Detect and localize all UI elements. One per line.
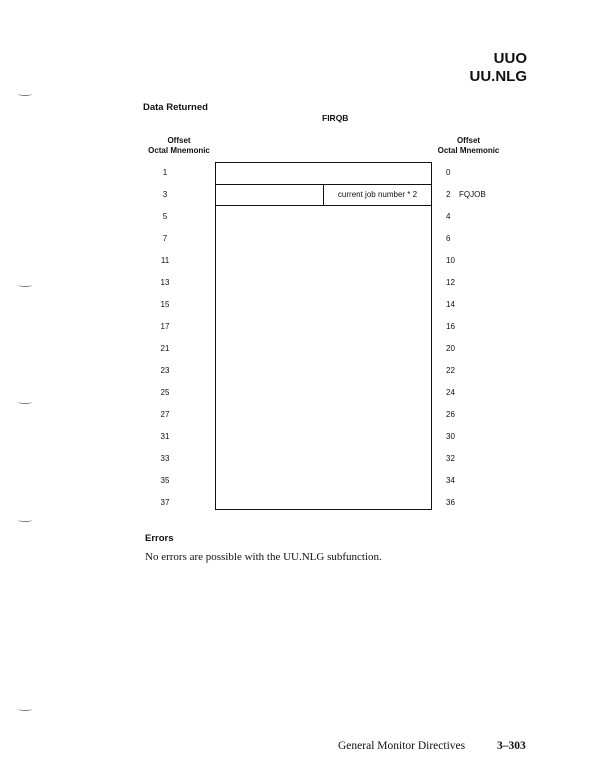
right-offset: 24 xyxy=(446,388,455,397)
header-uuo: UUO xyxy=(493,50,527,67)
margin-mark xyxy=(18,283,32,287)
right-offset: 6 xyxy=(446,234,451,243)
firqb-diagram-box xyxy=(215,162,432,510)
right-mnemonic-fqjob: FQJOB xyxy=(459,190,486,199)
left-offset: 1 xyxy=(162,168,168,177)
right-offset: 12 xyxy=(446,278,455,287)
right-offset: 36 xyxy=(446,498,455,507)
right-offset: 20 xyxy=(446,344,455,353)
left-offset: 13 xyxy=(160,278,170,287)
right-offset: 2 xyxy=(446,190,451,199)
page-header-title xyxy=(470,50,528,86)
left-offset: 37 xyxy=(160,498,170,507)
right-column-header xyxy=(431,136,506,156)
left-header-offset: Offset xyxy=(167,136,191,145)
block-title: FIRQB xyxy=(322,113,349,123)
right-offset: 10 xyxy=(446,256,455,265)
fqjob-cell: current job number * 2 xyxy=(337,190,418,199)
left-offset: 17 xyxy=(160,322,170,331)
right-offset: 14 xyxy=(446,300,455,309)
section-title: Data Returned xyxy=(143,102,208,113)
right-offset: 22 xyxy=(446,366,455,375)
left-offset: 15 xyxy=(160,300,170,309)
left-offset: 33 xyxy=(160,454,170,463)
right-offset: 34 xyxy=(446,476,455,485)
left-offset: 3 xyxy=(162,190,168,199)
margin-mark xyxy=(18,92,32,96)
footer-title: General Monitor Directives xyxy=(338,740,466,752)
page-number: 3–303 xyxy=(497,740,526,752)
left-offset: 21 xyxy=(160,344,170,353)
right-offset: 4 xyxy=(446,212,451,221)
left-offset: 23 xyxy=(160,366,170,375)
left-offset: 7 xyxy=(162,234,168,243)
left-offset: 27 xyxy=(160,410,170,419)
left-offset: 11 xyxy=(160,256,170,265)
right-offset: 30 xyxy=(446,432,455,441)
left-offset: 31 xyxy=(160,432,170,441)
errors-text: No errors are possible with the UU.NLG subfunction. xyxy=(145,551,382,563)
right-header-offset: Offset xyxy=(456,136,481,145)
margin-mark xyxy=(18,518,32,522)
right-offset: 32 xyxy=(446,454,455,463)
errors-title: Errors xyxy=(145,533,174,544)
right-offset: 16 xyxy=(446,322,455,331)
header-uu-nlg: UU.NLG xyxy=(469,68,527,85)
left-offset: 25 xyxy=(160,388,170,397)
left-offset: 35 xyxy=(160,476,170,485)
margin-mark xyxy=(18,400,32,404)
left-offset: 5 xyxy=(162,212,168,221)
left-header-octal-mnemonic: Octal Mnemonic xyxy=(148,146,210,155)
right-offset: 0 xyxy=(446,168,451,177)
right-offset: 26 xyxy=(446,410,455,419)
right-header-octal-mnemonic: Octal Mnemonic xyxy=(437,146,500,155)
left-column-header xyxy=(143,136,215,156)
margin-mark xyxy=(18,707,32,711)
